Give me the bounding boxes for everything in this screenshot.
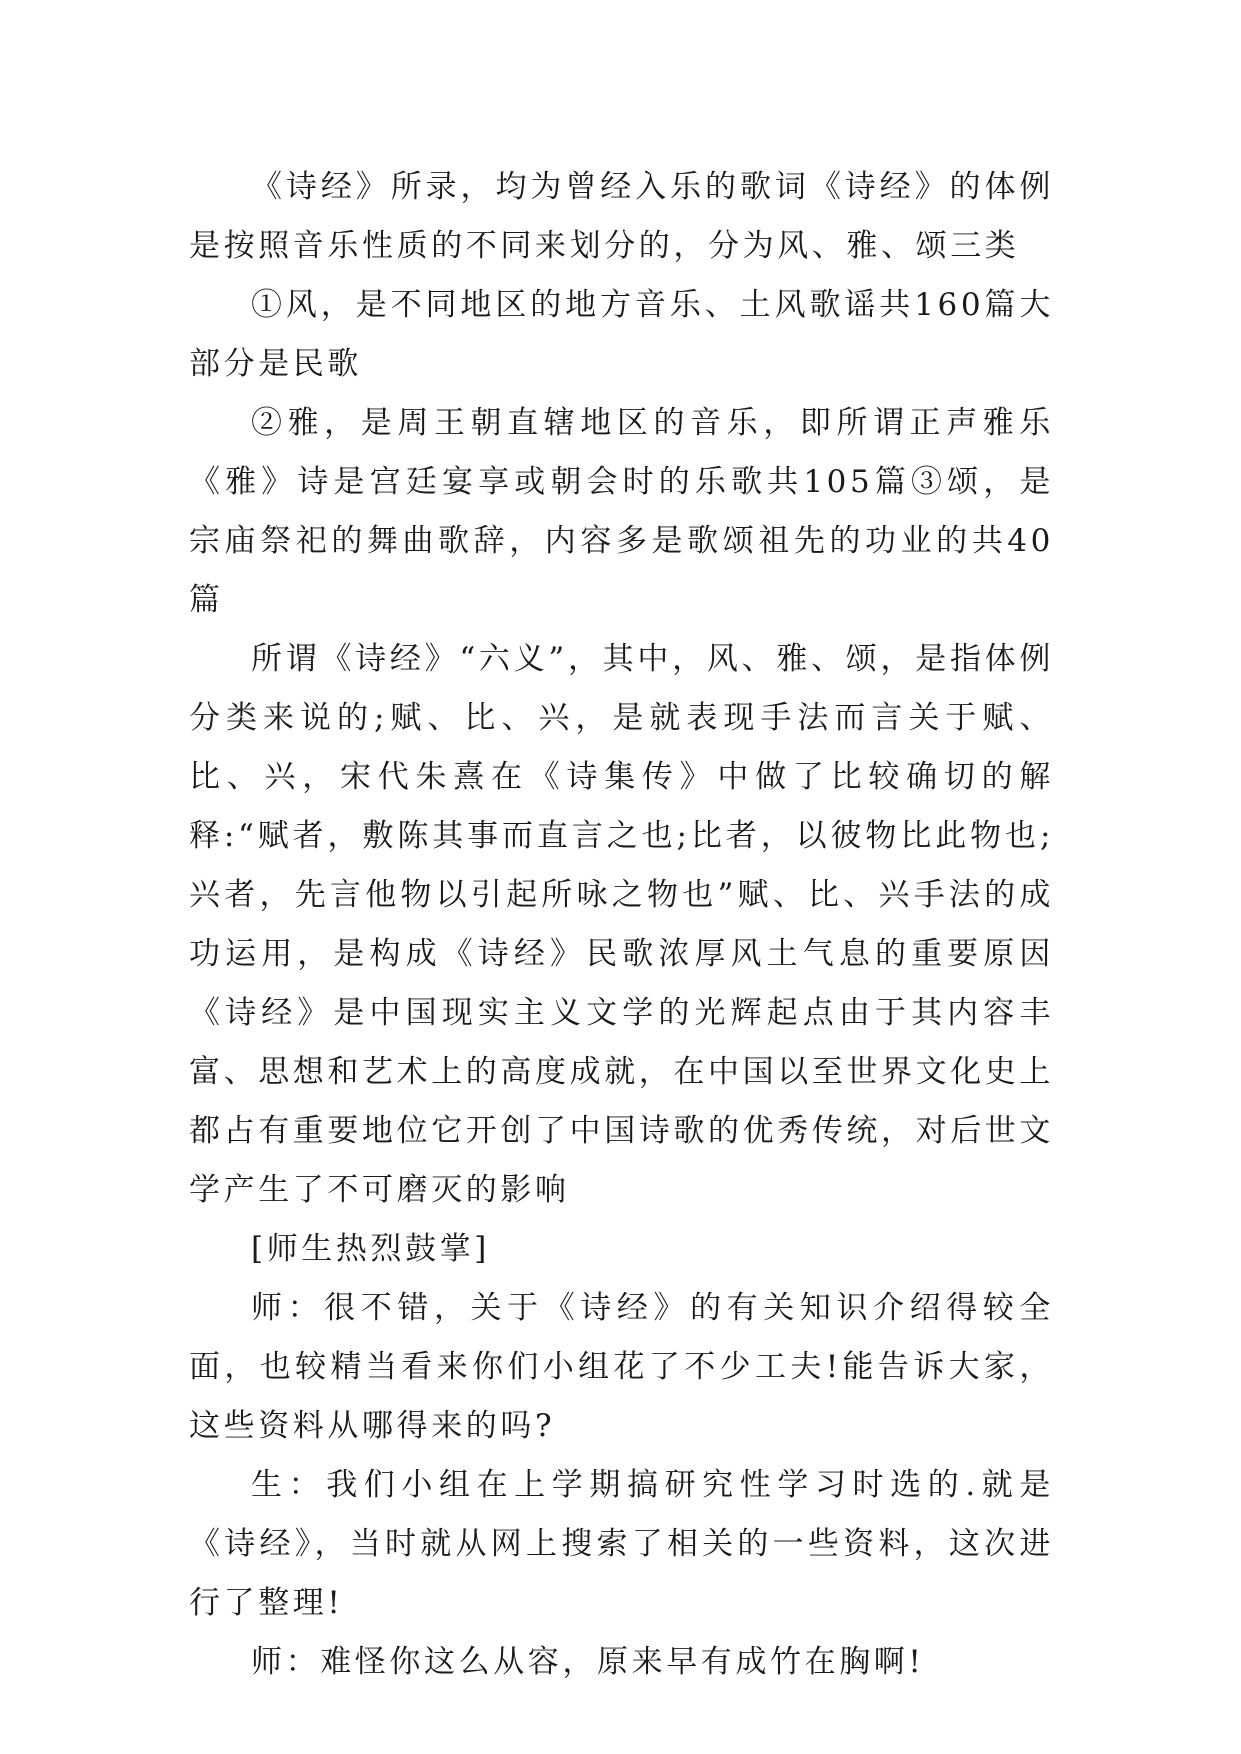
paragraph-shijing-intro: 《诗经》所录，均为曾经入乐的歌词《诗经》的体例是按照音乐性质的不同来划分的，分为风、雅、颂三类 xyxy=(189,169,1054,264)
paragraph-applause: [师生热烈鼓掌] xyxy=(251,1231,490,1267)
paragraph-teacher-question: 师：很不错，关于《诗经》的有关知识介绍得较全面，也较精当看来你们小组花了不少工夫!能告诉大家，这些资料从哪得来的吗? xyxy=(189,1290,1054,1444)
paragraph-student-answer: 生：我们小组在上学期搞研究性学习时选的.就是《诗经》，当时就从网上搜索了相关的一些资料，这次进行了整理! xyxy=(189,1467,1054,1621)
paragraph-ya-song: ②雅，是周王朝直辖地区的音乐，即所谓正声雅乐《雅》诗是宫廷宴享或朝会时的乐歌共105篇③颂，是宗庙祭祀的舞曲歌辞，内容多是歌颂祖先的功业的共40篇 xyxy=(189,405,1054,618)
paragraph-teacher-reply: 师：难怪你这么从容，原来早有成竹在胸啊! xyxy=(251,1644,925,1680)
paragraph-liuyi: 所谓《诗经》“六义”，其中，风、雅、颂，是指体例分类来说的;赋、比、兴，是就表现手法而言关于赋、比、兴，宋代朱熹在《诗集传》中做了比较确切的解释:“赋者，敷陈其事而直言之也;比者，以彼物比此物也;兴者，先言他物以引起所咏之物也”赋、比、兴手法的成功运用，是构成《诗经》民歌浓厚风土气息的重要原因《诗经》是中国现实主义文学的光辉起点由于其内容丰富、思想和艺术上的高度成就，在中国以至世界文化史上都占有重要地位它开创了中国诗歌的优秀传统，对后世文学产生了不可磨灭的影响 xyxy=(189,641,1054,1208)
paragraph-feng: ①风，是不同地区的地方音乐、土风歌谣共160篇大部分是民歌 xyxy=(189,287,1054,382)
document-body xyxy=(189,158,1054,1692)
